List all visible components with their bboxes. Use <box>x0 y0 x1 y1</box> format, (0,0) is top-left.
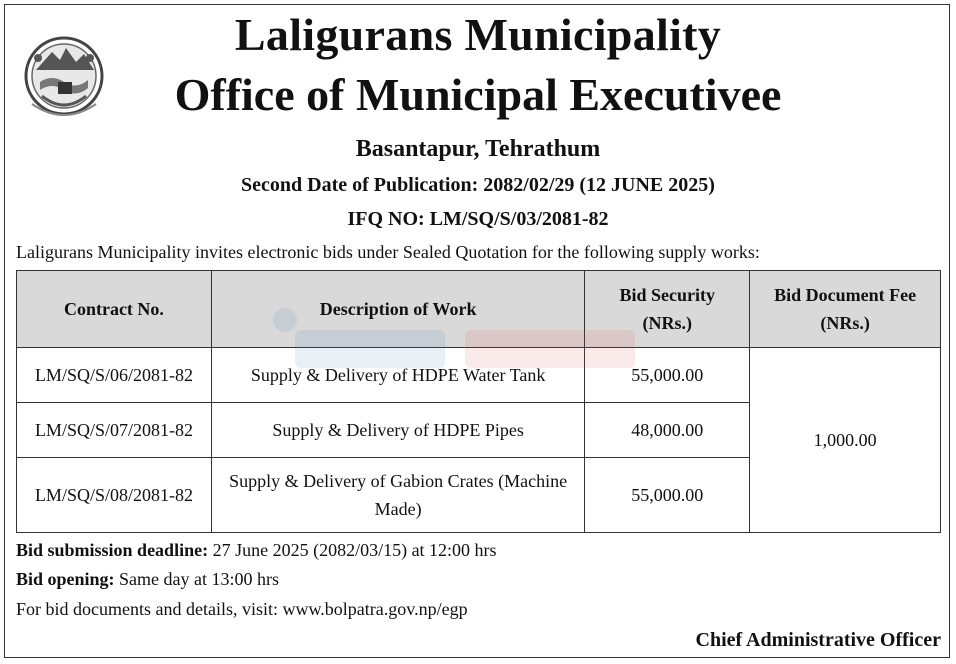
publication-date: Second Date of Publication: 2082/02/29 (12 JUNE 2025) <box>241 174 715 196</box>
header-description: Description of Work <box>211 271 584 348</box>
header-contract: Contract No. <box>17 271 212 348</box>
bids-table <box>16 270 941 533</box>
office-title: Office of Municipal Executivee <box>174 69 782 120</box>
header-fee: Bid Document Fee (NRs.) <box>750 271 941 348</box>
contract-cell: LM/SQ/S/07/2081-82 <box>17 403 212 458</box>
description-cell: Supply & Delivery of Gabion Crates (Machine Made) <box>211 458 584 533</box>
description-cell: Supply & Delivery of HDPE Pipes <box>211 403 584 458</box>
security-cell: 55,000.00 <box>585 458 750 533</box>
description-cell: Supply & Delivery of HDPE Water Tank <box>211 348 584 403</box>
opening-line: Bid opening: Same day at 13:00 hrs <box>16 569 280 589</box>
security-cell: 55,000.00 <box>585 348 750 403</box>
intro-text: Laligurans Municipality invites electronic bids under Sealed Quotation for the following supply works: <box>16 242 760 262</box>
contract-cell: LM/SQ/S/06/2081-82 <box>17 348 212 403</box>
table-header-row <box>17 271 941 348</box>
ifq-number: IFQ NO: LM/SQ/S/03/2081-82 <box>347 208 609 230</box>
table-row <box>17 348 941 403</box>
location-subtitle: Basantapur, Tehrathum <box>355 136 601 162</box>
deadline-line: Bid submission deadline: 27 June 2025 (2082/03/15) at 12:00 hrs <box>16 540 497 560</box>
fee-cell: 1,000.00 <box>750 348 941 533</box>
municipality-title: Laligurans Municipality <box>234 9 722 60</box>
visit-line: For bid documents and details, visit: www.bolpatra.gov.np/egp <box>16 599 468 619</box>
contract-cell: LM/SQ/S/08/2081-82 <box>17 458 212 533</box>
header-security: Bid Security (NRs.) <box>585 271 750 348</box>
signatory: Chief Administrative Officer <box>695 629 941 651</box>
security-cell: 48,000.00 <box>585 403 750 458</box>
